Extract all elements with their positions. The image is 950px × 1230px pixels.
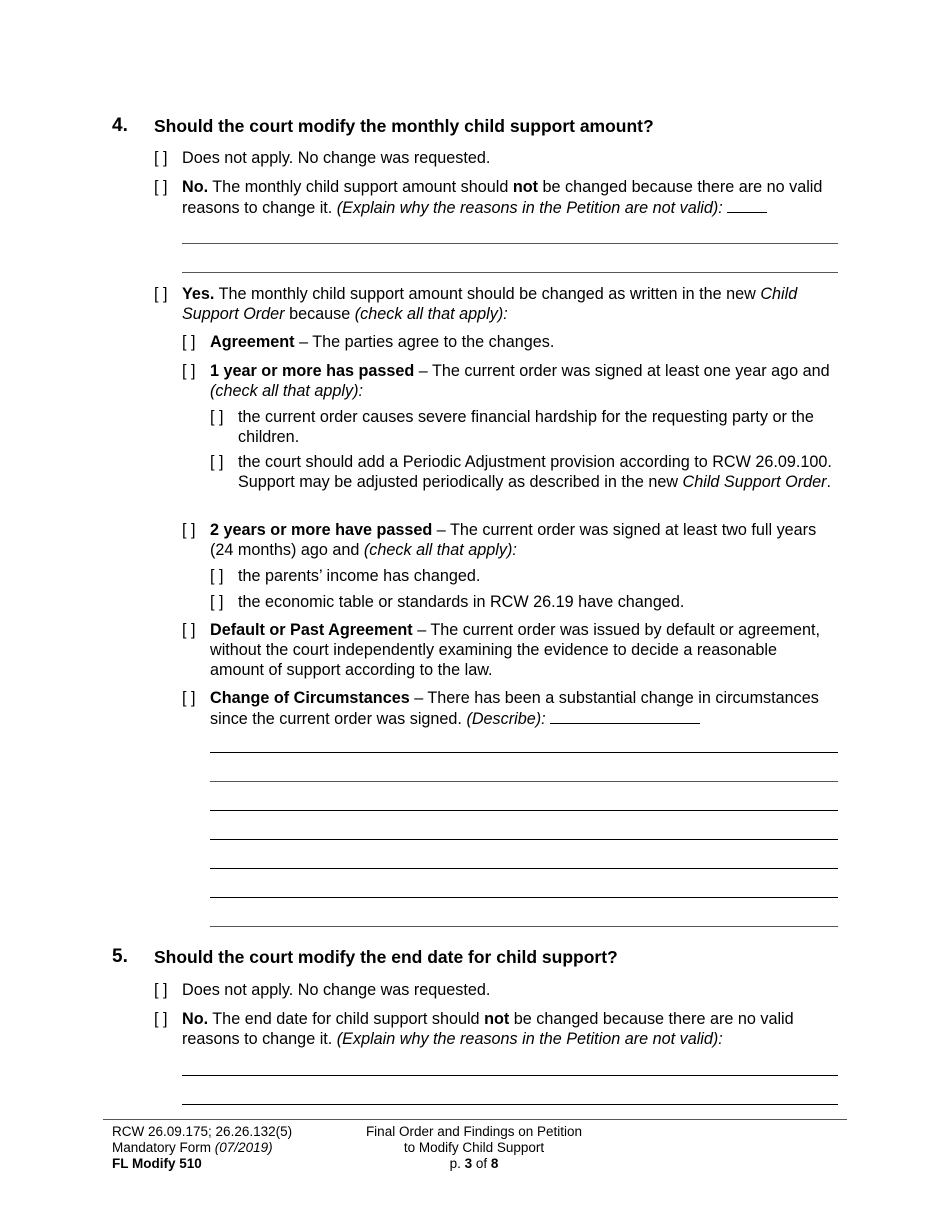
s4-yes-option	[154, 284, 842, 324]
one-year-option	[182, 361, 842, 401]
checkbox[interactable]: [ ]	[154, 149, 168, 167]
default-text: – The current order was issued by default or agreement, without the court independently examining the evidence to decide a reasonable amount of support according to the law.	[210, 621, 821, 679]
option-text	[210, 361, 842, 401]
fill-line[interactable]	[210, 781, 838, 782]
two-years-option	[182, 520, 822, 560]
total-pages: 8	[490, 1156, 499, 1171]
fill-line[interactable]	[210, 897, 838, 898]
s4-no-option	[154, 177, 842, 218]
because-text: because	[289, 305, 351, 323]
footer-left	[112, 1124, 292, 1172]
section-5-title: Should the court modify the end date for child support?	[154, 947, 618, 967]
footer-date: (07/2019)	[214, 1140, 273, 1155]
no-text-1: The monthly child support amount should	[212, 178, 509, 196]
not-emphasis: not	[484, 1010, 510, 1028]
s5-does-not-apply	[154, 980, 844, 1000]
check-instruction: (check all that apply):	[363, 541, 517, 559]
period: .	[826, 473, 831, 491]
footer-center	[344, 1124, 604, 1172]
no-text-2: be changed because there are no valid reasons to change it.	[182, 1010, 794, 1048]
no-label: No.	[182, 1010, 209, 1028]
check-instruction: (check all that apply):	[354, 305, 508, 323]
page-of: of	[475, 1156, 488, 1171]
checkbox[interactable]: [ ]	[210, 593, 224, 611]
section-4-title: Should the court modify the monthly child support amount?	[154, 116, 654, 136]
section-5-number: 5.	[112, 946, 128, 967]
option-text	[238, 452, 842, 492]
checkbox[interactable]: [ ]	[154, 178, 168, 196]
explain-instruction: (Explain why the reasons in the Petition are not valid):	[336, 1030, 723, 1048]
fill-line[interactable]	[182, 1075, 838, 1076]
fill-line[interactable]	[210, 839, 838, 840]
periodic-text: the court should add a Periodic Adjustment provision according to RCW 26.09.100. Support may be adjusted periodically as described in the new	[238, 453, 832, 491]
yes-label: Yes.	[182, 285, 215, 303]
fill-line[interactable]	[550, 708, 700, 724]
fill-line[interactable]	[210, 810, 838, 811]
option-text: the economic table or standards in RCW 26.19 have changed.	[238, 593, 685, 611]
option-text	[210, 520, 822, 560]
checkbox[interactable]: [ ]	[154, 1010, 168, 1028]
economic-table-option	[210, 592, 840, 612]
checkbox[interactable]: [ ]	[182, 362, 196, 380]
footer-divider	[103, 1119, 847, 1120]
option-text: Does not apply. No change was requested.	[182, 981, 491, 999]
change-label: Change of Circumstances	[210, 689, 410, 707]
footer-title-1: Final Order and Findings on Petition	[365, 1124, 583, 1139]
hardship-option	[210, 407, 840, 447]
checkbox[interactable]: [ ]	[154, 981, 168, 999]
option-text: the current order causes severe financial hardship for the requesting party or the children.	[238, 408, 814, 446]
change-option	[182, 688, 842, 729]
footer-rcw: RCW 26.09.175; 26.26.132(5)	[112, 1124, 293, 1139]
default-label: Default or Past Agreement	[210, 621, 413, 639]
current-page: 3	[464, 1156, 473, 1171]
option-text	[210, 332, 842, 352]
fill-line[interactable]	[727, 197, 767, 213]
yes-text: The monthly child support amount should be changed as written in the new	[218, 285, 756, 303]
footer-form-id: FL Modify 510	[112, 1156, 202, 1171]
fill-line[interactable]	[182, 243, 838, 244]
s5-no-option	[154, 1009, 844, 1049]
one-year-label: 1 year or more has passed	[210, 362, 415, 380]
footer-mandatory-label: Mandatory Form	[112, 1140, 212, 1155]
checkbox[interactable]: [ ]	[154, 285, 168, 303]
checkbox[interactable]: [ ]	[182, 621, 196, 639]
agreement-text: – The parties agree to the changes.	[299, 333, 555, 351]
fill-line[interactable]	[182, 1104, 838, 1105]
footer-mandatory	[112, 1140, 292, 1156]
default-option	[182, 620, 822, 680]
explain-instruction: (Explain why the reasons in the Petition are not valid):	[336, 199, 723, 217]
checkbox[interactable]: [ ]	[210, 567, 224, 585]
footer-title-2: to Modify Child Support	[403, 1140, 545, 1155]
two-years-label: 2 years or more have passed	[210, 521, 433, 539]
option-text	[210, 688, 842, 729]
fill-line[interactable]	[182, 272, 838, 273]
page-prefix: p.	[449, 1156, 461, 1171]
one-year-text: – The current order was signed at least one year ago and	[418, 362, 830, 380]
checkbox[interactable]: [ ]	[182, 521, 196, 539]
option-text	[182, 1009, 844, 1049]
change-text: – There has been a substantial change in circumstances since the current order was signed.	[210, 689, 819, 728]
two-years-text: – The current order was signed at least two full years (24 months) ago and	[210, 521, 817, 559]
no-text-2: be changed because there are no valid reasons to change it.	[182, 178, 823, 217]
option-text	[182, 284, 842, 324]
income-changed-option	[210, 566, 840, 586]
check-instruction: (check all that apply):	[210, 382, 363, 400]
no-text-1: The end date for child support should	[212, 1010, 480, 1028]
section-4-number: 4.	[112, 115, 128, 136]
option-text: Does not apply. No change was requested.	[182, 149, 491, 167]
periodic-adjustment-option	[210, 452, 842, 492]
fill-line[interactable]	[210, 868, 838, 869]
checkbox[interactable]: [ ]	[210, 453, 224, 471]
doc-title: Child Support Order	[182, 285, 798, 323]
agreement-option	[182, 332, 842, 352]
s4-does-not-apply	[154, 148, 844, 168]
option-text	[210, 620, 822, 680]
doc-title: Child Support Order	[682, 473, 827, 491]
option-text	[182, 177, 842, 218]
page-number	[344, 1156, 604, 1172]
agreement-label: Agreement	[210, 333, 295, 351]
checkbox[interactable]: [ ]	[182, 689, 196, 707]
describe-instruction: (Describe):	[466, 710, 546, 728]
option-text: the parents’ income has changed.	[238, 567, 481, 585]
checkbox[interactable]: [ ]	[210, 408, 224, 426]
no-label: No.	[182, 178, 209, 196]
fill-line[interactable]	[210, 752, 838, 753]
checkbox[interactable]: [ ]	[182, 333, 196, 351]
not-emphasis: not	[512, 178, 539, 196]
fill-line[interactable]	[210, 926, 838, 927]
